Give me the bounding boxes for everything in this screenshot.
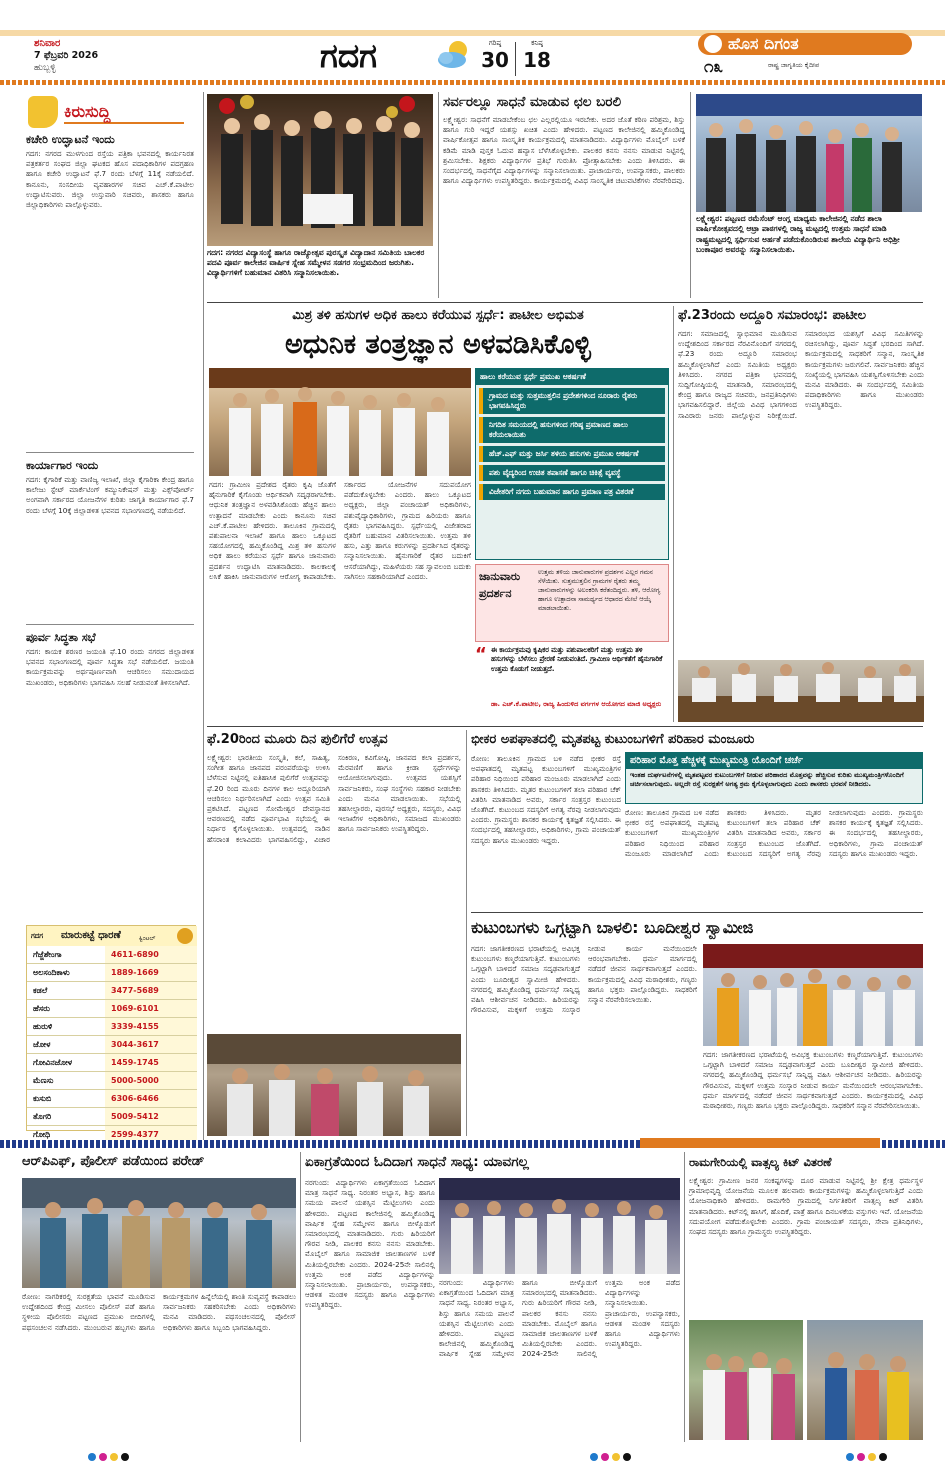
city-label: ಹುಬ್ಬಳ್ಳಿ bbox=[34, 63, 56, 73]
commodity-name: ಹುರುಳಿ bbox=[33, 1021, 53, 1031]
lead-kicker: ಮಿಶ್ರ ತಳಿ ಹಸುಗಳ ಅಧಿಕ ಹಾಲು ಕರೆಯುವ ಸ್ಪರ್ಧೆ: ಪಾಟೀಲ ಅಭಿಮತ bbox=[292, 308, 584, 323]
reg-mark-left bbox=[88, 1446, 148, 1456]
relief-box-title: ಪರಿಹಾರ ಮೊತ್ತ ಹೆಚ್ಚಳಕ್ಕೆ ಮುಖ್ಯಮಂತ್ರಿ ಯೊಂದಿಗೆ ಚರ್ಚೆ bbox=[626, 753, 922, 769]
story-headline: ಏಕಾಗ್ರತೆಯಿಂದ ಓದಿದಾಗ ಸಾಧನೆ ಸಾಧ್ಯ: ಯಾವಗಲ್ಲ bbox=[305, 1154, 529, 1170]
livestock-title: ಜಾನುವಾರು ಪ್ರದರ್ಶನ bbox=[479, 570, 521, 600]
commodity-price: 3044-3617 bbox=[105, 1036, 197, 1053]
market-row bbox=[27, 1000, 197, 1018]
page-number: ೧೩ bbox=[704, 57, 724, 77]
quote-text: ಈ ಕಾರ್ಯಕ್ರಮವು ಕೃಷಿಕರ ಮತ್ತು ಪಶುಪಾಲಕರಿಗೆ ಮತ್ತು ಉತ್ತಮ ತಳಿ ಹಸುಗಳನ್ನು ಬೆಳೆಸಲು ಪ್ರೇರಣೆ ನೀಡುವಂತಿದೆ. ಗ್ರಾಮೀಣ ಆರ್ಥಿಕತೆಗೆ ಹೈನುಗಾರಿಕೆ ಉತ್ತಮ ಕೊಡುಗೆ ನೀಡುತ್ತದೆ. bbox=[491, 646, 663, 673]
market-title: ಮಾರುಕಟ್ಟೆ ಧಾರಣೆ bbox=[61, 930, 121, 941]
commodity-name: ಜೋಳ bbox=[33, 1039, 51, 1049]
story-headline: ಭೀಕರ ಅಪಘಾತದಲ್ಲಿ ಮೃತಪಟ್ಟ ಕುಟುಂಬಗಳಿಗೆ ಪರಿಹಾರ ಮಂಜೂರು bbox=[471, 732, 755, 747]
sidebar-list bbox=[476, 385, 668, 506]
bottom-banner-accent bbox=[640, 1138, 880, 1148]
sidebar-list-item: ನಿಗದಿತ ಸಮಯದಲ್ಲಿ ಹಸುಗಳಿಂದ ಗರಿಷ್ಠ ಪ್ರಮಾಣದ ಹಾಲು ಕರೆಯಲಾಯಿತು bbox=[479, 417, 665, 443]
story-body: ಗದಗ: ಜಾಗತೀಕರಣದ ಭರಾಟೆಯಲ್ಲಿ ಅವಿಭಕ್ತ ಕುಟುಂಬಗಳು ಕಣ್ಮರೆಯಾಗುತ್ತಿವೆ. ಕುಟುಂಬಗಳು ಒಗ್ಗಟ್ಟಾಗಿ ಬಾಳಿದರೆ ಸಮಾಜ ಸದೃಢವಾಗುತ್ತದೆ ಎಂದು ಬೂದೀಶ್ವರ ಸ್ವಾಮೀಜಿ ಹೇಳಿದರು. ನಗರದಲ್ಲಿ ಹಮ್ಮಿಕೊಂಡಿದ್ದ ಧರ್ಮಸಭೆ ಸಾನ್ನಿಧ್ಯ ವಹಿಸಿ ಆಶೀರ್ವಚನ ನೀಡಿದರು. ಹಿರಿಯರನ್ನು ಗೌರವಿಸುವ, ಮಕ್ಕಳಿಗೆ ಉತ್ತಮ ಸಂಸ್ಕಾರ ನೀಡುವ ಕಾರ್ಯ ಮನೆಯಿಂದಲೇ ಆರಂಭವಾಗಬೇಕು. ಧರ್ಮ ಮಾರ್ಗದಲ್ಲಿ ನಡೆದರೆ ಜೀವನ ಸಾರ್ಥಕವಾಗುತ್ತದೆ ಎಂದರು. ಕಾರ್ಯಕ್ರಮದಲ್ಲಿ ವಿವಿಧ ಮಠಾಧೀಶರು, ಗಣ್ಯರು ಹಾಗೂ ಭಕ್ತರು ಪಾಲ್ಗೊಂಡಿದ್ದರು. ಸಾಧಕರಿಗೆ ಸನ್ಮಾನ ನೆರವೇರಿಸಲಾಯಿತು. bbox=[471, 944, 697, 1015]
photo-college-caption: ಗದಗ: ನಗರದ ವಿದ್ಯಾಸಂಸ್ಥೆ ಹಾಗೂ ರಾಜ್ಯೋತ್ಸವ ಪುರಸ್ಕೃತ ವಿದ್ಯಾದಾನ ಸಮಿತಿಯ ಬಾಲಕರ ಪದವಿ ಪೂರ್ವ ಕಾಲೇಜಿನ ವಾರ್ಷಿಕ ಸ್ನೇಹ ಸಮ್ಮೇಳನ ಸಡಗರ ಸಂಭ್ರಮದಿಂದ ಜರುಗಿತು. ವಿದ್ಯಾರ್ಥಿಗಳಿಗೆ ಬಹುಮಾನ ವಿತರಿಸಿ ಸನ್ಮಾನಿಸಲಾಯಿತು. bbox=[207, 248, 425, 277]
column-rule bbox=[690, 92, 691, 298]
commodity-name: ಗೋವಿನಜೋಳ bbox=[33, 1057, 73, 1067]
commodity-name: ಅಲಸಂದಿಕಾಳು bbox=[33, 967, 70, 977]
market-row bbox=[27, 1054, 197, 1072]
max-label: ಗರಿಷ್ಠ bbox=[488, 39, 502, 47]
brand-block bbox=[698, 33, 912, 79]
commodity-price: 1459-1745 bbox=[105, 1054, 197, 1071]
lead-body: ಗದಗ: ಗ್ರಾಮೀಣ ಪ್ರದೇಶದ ರೈತರು ಕೃಷಿ ಜೊತೆಗೆ ಹೈನುಗಾರಿಕೆ ಕೈಗೊಂಡು ಆರ್ಥಿಕವಾಗಿ ಸದೃಢರಾಗಬೇಕು. ಆಧುನಿಕ ತಂತ್ರಜ್ಞಾನ ಅಳವಡಿಸಿಕೊಂಡು ಹೆಚ್ಚಿನ ಹಾಲು ಉತ್ಪಾದನೆ ಮಾಡಬೇಕು ಎಂದು ಕಾನೂನು ಸಚಿವ ಎಚ್.ಕೆ.ಪಾಟೀಲ ಹೇಳಿದರು. ತಾಲೂಕಿನ ಗ್ರಾಮದಲ್ಲಿ ಪಶುಪಾಲನಾ ಇಲಾಖೆ ಹಾಗೂ ಹಾಲು ಒಕ್ಕೂಟದ ಸಹಯೋಗದಲ್ಲಿ ಹಮ್ಮಿಕೊಂಡಿದ್ದ ಮಿಶ್ರ ತಳಿ ಹಸುಗಳ ಅಧಿಕ ಹಾಲು ಕರೆಯುವ ಸ್ಪರ್ಧೆ ಹಾಗೂ ಜಾನುವಾರು ಪ್ರದರ್ಶನ ಉದ್ಘಾಟಿಸಿ ಮಾತನಾಡಿದರು. ಕಾಲಕಾಲಕ್ಕೆ ಲಸಿಕೆ ಹಾಕಿಸಿ ಜಾನುವಾರುಗಳ ಆರೋಗ್ಯ ಕಾಪಾಡಬೇಕು. ಸರ್ಕಾರದ ಯೋಜನೆಗಳ ಸದುಪಯೋಗ ಪಡೆದುಕೊಳ್ಳಬೇಕು ಎಂದರು. ಹಾಲು ಒಕ್ಕೂಟದ ಅಧ್ಯಕ್ಷರು, ಜಿಲ್ಲಾ ಪಂಚಾಯತ್ ಅಧಿಕಾರಿಗಳು, ಪಶುವೈದ್ಯಾಧಿಕಾರಿಗಳು, ಗ್ರಾಮದ ಹಿರಿಯರು ಹಾಗೂ ರೈತರು ಭಾಗವಹಿಸಿದ್ದರು. ಸ್ಪರ್ಧೆಯಲ್ಲಿ ವಿಜೇತರಾದ ರೈತರಿಗೆ ಬಹುಮಾನ ವಿತರಿಸಲಾಯಿತು. ಉತ್ತಮ ತಳಿ ಹಸು, ಎತ್ತು ಹಾಗೂ ಕರುಗಳನ್ನು ಪ್ರದರ್ಶಿಸಿದ ರೈತರನ್ನು ಸನ್ಮಾನಿಸಲಾಯಿತು. ಹೈನುಗಾರಿಕೆ ರೈತರ ಬದುಕಿಗೆ ಆಸರೆಯಾಗಿದ್ದು, ಮಹಿಳೆಯರು ಸಹ ಸ್ವಾವಲಂಬಿ ಬದುಕು ಸಾಗಿಸಲು ಸಹಕಾರಿಯಾಗಿದೆ ಎಂದರು. bbox=[209, 480, 471, 581]
lead-headline: ಅಧುನಿಕ ತಂತ್ರಜ್ಞಾನ ಅಳವಡಿಸಿಕೊಳ್ಳಿ bbox=[285, 329, 591, 360]
photo-temple-meeting bbox=[207, 1034, 461, 1136]
section-rule bbox=[207, 726, 923, 727]
market-header bbox=[27, 926, 197, 946]
sidebar-list-item: ವಿಜೇತರಿಗೆ ನಗದು ಬಹುಮಾನ ಹಾಗೂ ಪ್ರಮಾಣ ಪತ್ರ ವಿತರಣೆ bbox=[479, 484, 665, 500]
section-rule bbox=[471, 912, 923, 913]
relief-box-body: ಇಂತಹ ದುರ್ಘಟನೆಗಳಲ್ಲಿ ಮೃತಪಟ್ಟವರ ಕುಟುಂಬಗಳಿಗೆ ನೀಡುವ ಪರಿಹಾರದ ಮೊತ್ತವನ್ನು ಹೆಚ್ಚಿಸುವ ಕುರಿತು ಮುಖ್ಯಮಂತ್ರಿಗಳೊಂದಿಗೆ ಚರ್ಚಿಸಲಾಗುವುದು. ಅಲ್ಲದೇ ರಸ್ತೆ ಸುರಕ್ಷತೆಗೆ ಅಗತ್ಯ ಕ್ರಮ ಕೈಗೊಳ್ಳಲಾಗುವುದು ಎಂದು ಶಾಸಕರು ಭರವಸೆ ನೀಡಿದರು. bbox=[630, 771, 904, 789]
commodity-price: 5000-5000 bbox=[105, 1072, 197, 1089]
weather-min bbox=[520, 38, 554, 78]
lead-sidebar bbox=[475, 368, 669, 560]
divider bbox=[26, 452, 194, 453]
story-body: ಲಕ್ಷ್ಮೇಶ್ವರ: ಗ್ರಾಮೀಣ ಜನರ ಸಂಕಷ್ಟಗಳನ್ನು ದೂರ ಮಾಡುವ ನಿಟ್ಟಿನಲ್ಲಿ ಶ್ರೀ ಕ್ಷೇತ್ರ ಧರ್ಮಸ್ಥಳ ಗ್ರಾಮಾಭಿವೃದ್ಧಿ ಯೋಜನೆಯ ಮೂಲಕ ಹಲವಾರು ಕಾರ್ಯಕ್ರಮಗಳನ್ನು ಹಮ್ಮಿಕೊಳ್ಳಲಾಗುತ್ತಿದೆ ಎಂದು ಯೋಜನಾಧಿಕಾರಿ ಹೇಳಿದರು. ರಾಮಗೇರಿ ಗ್ರಾಮದಲ್ಲಿ ನಿರ್ಗತಿಕರಿಗೆ ವಾತ್ಸಲ್ಯ ಕಿಟ್ ವಿತರಿಸಿ ಮಾತನಾಡಿದರು. ಕಿಟ್‌ನಲ್ಲಿ ಹಾಸಿಗೆ, ಹೊದಿಕೆ, ಪಾತ್ರೆ ಹಾಗೂ ದಿನಬಳಕೆಯ ವಸ್ತುಗಳು ಇವೆ. ಯೋಜನೆಯ ಸದುಪಯೋಗ ಪಡೆದುಕೊಳ್ಳಬೇಕು ಎಂದರು. ಗ್ರಾಮ ಪಂಚಾಯತ್ ಸದಸ್ಯರು, ಸೇವಾ ಪ್ರತಿನಿಧಿಗಳು, ಸಂಘದ ಸದಸ್ಯರು ಹಾಗೂ ಗ್ರಾಮಸ್ಥರು ಉಪಸ್ಥಿತರಿದ್ದರು. bbox=[689, 1176, 923, 1237]
section-rule bbox=[207, 302, 923, 303]
weather-divider bbox=[515, 42, 516, 76]
max-temp: 30 bbox=[481, 48, 509, 72]
market-row bbox=[27, 946, 197, 964]
livestock-body: ಉತ್ತಮ ತಳಿಯ ಜಾನುವಾರುಗಳ ಪ್ರದರ್ಶನ ಎಲ್ಲರ ಗಮನ ಸೆಳೆಯಿತು. ಸುತ್ತಮುತ್ತಲಿನ ಗ್ರಾಮಗಳ ರೈತರು ತಮ್ಮ ಜಾನುವಾರುಗಳನ್ನು ಅಲಂಕರಿಸಿ ಕರೆತಂದಿದ್ದರು. ತಳಿ, ಆರೋಗ್ಯ ಹಾಗೂ ಉತ್ಪಾದನಾ ಸಾಮರ್ಥ್ಯದ ಆಧಾರದ ಮೇಲೆ ಆಯ್ಕೆ ಮಾಡಲಾಯಿತು. bbox=[538, 568, 661, 612]
story-bheekara bbox=[471, 730, 923, 910]
brand-name: ಹೊಸ ದಿಗಂತ bbox=[728, 34, 799, 53]
commodity-name: ಹೆಸರು bbox=[33, 1003, 50, 1013]
min-temp: 18 bbox=[523, 48, 551, 72]
story-body: ಲಕ್ಷ್ಮೇಶ್ವರ: ಭಾರತೀಯ ಸಂಸ್ಕೃತಿ, ಕಲೆ, ಸಾಹಿತ್ಯ, ಸಂಗೀತ ಹಾಗೂ ಜಾನಪದ ಪರಂಪರೆಯನ್ನು ಉಳಿಸಿ ಬೆಳೆಸುವ ನಿಟ್ಟಿನಲ್ಲಿ ಐತಿಹಾಸಿಕ ಪುಲಿಗೆರೆ ಉತ್ಸವವನ್ನು ಫೆ.20 ರಿಂದ ಮೂರು ದಿನಗಳ ಕಾಲ ಅದ್ದೂರಿಯಾಗಿ ಆಚರಿಸಲು ನಿರ್ಧರಿಸಲಾಗಿದೆ ಎಂದು ಉತ್ಸವ ಸಮಿತಿ ಪ್ರಕಟಿಸಿದೆ. ಪಟ್ಟಣದ ಸೋಮೇಶ್ವರ ದೇವಸ್ಥಾನದ ಆವರಣದಲ್ಲಿ ನಡೆದ ಪೂರ್ವಭಾವಿ ಸಭೆಯಲ್ಲಿ ಈ ನಿರ್ಧಾರ ಕೈಗೊಳ್ಳಲಾಯಿತು. ಉತ್ಸವದಲ್ಲಿ ನಾಡಿನ ಹೆಸರಾಂತ ಕಲಾವಿದರು ಭಾಗವಹಿಸಲಿದ್ದು, ವಿಚಾರ ಸಂಕಿರಣ, ಕವಿಗೋಷ್ಠಿ, ಜಾನಪದ ಕಲಾ ಪ್ರದರ್ಶನ, ಮೆರವಣಿಗೆ ಹಾಗೂ ಕ್ರೀಡಾ ಸ್ಪರ್ಧೆಗಳನ್ನು ಆಯೋಜಿಸಲಾಗುವುದು. ಉತ್ಸವದ ಯಶಸ್ಸಿಗೆ ಸಾರ್ವಜನಿಕರು, ಸಂಘ ಸಂಸ್ಥೆಗಳು ಸಹಕಾರ ನೀಡಬೇಕು ಎಂದು ಮನವಿ ಮಾಡಲಾಯಿತು. ಸಭೆಯಲ್ಲಿ ತಹಸೀಲ್ದಾರರು, ಪುರಸಭೆ ಅಧ್ಯಕ್ಷರು, ಸದಸ್ಯರು, ವಿವಿಧ ಇಲಾಖೆಗಳ ಅಧಿಕಾರಿಗಳು, ಸಮಾಜದ ಮುಖಂಡರು ಹಾಗೂ ಸಾರ್ವಜನಿಕರು ಉಪಸ್ಥಿತರಿದ್ದರು. bbox=[207, 753, 461, 844]
commodity-price: 3339-4155 bbox=[105, 1018, 197, 1035]
story-body-cont: ರೋಣ: ತಾಲೂಕಿನ ಗ್ರಾಮದ ಬಳಿ ನಡೆದ ಭೀಕರ ರಸ್ತೆ ಅಪಘಾತದಲ್ಲಿ ಮೃತಪಟ್ಟ ಕುಟುಂಬಗಳಿಗೆ ಮುಖ್ಯಮಂತ್ರಿಗಳ ಪರಿಹಾರ ನಿಧಿಯಿಂದ ಪರಿಹಾರ ಮಂಜೂರು ಮಾಡಲಾಗಿದೆ ಎಂದು ಶಾಸಕರು ತಿಳಿಸಿದರು. ಮೃತರ ಕುಟುಂಬಗಳಿಗೆ ತಲಾ ಪರಿಹಾರ ಚೆಕ್ ವಿತರಿಸಿ ಮಾತನಾಡಿದ ಅವರು, ಸರ್ಕಾರ ಸಂತ್ರಸ್ತರ ಕುಟುಂಬದ ಜೊತೆಗಿದೆ. ಕುಟುಂಬದ ಸದಸ್ಯರಿಗೆ ಅಗತ್ಯ ನೆರವು ನೀಡಲಾಗುವುದು ಎಂದರು. ಗ್ರಾಮಸ್ಥರು ಶಾಸಕರ ಕಾರ್ಯಕ್ಕೆ ಕೃತಜ್ಞತೆ ಸಲ್ಲಿಸಿದರು. ಈ ಸಂದರ್ಭದಲ್ಲಿ ತಹಸೀಲ್ದಾರರು, ಅಧಿಕಾರಿಗಳು, ಗ್ರಾಮ ಪಂಚಾಯತ್ ಸದಸ್ಯರು ಹಾಗೂ ಮುಖಂಡರು ಇದ್ದರು. bbox=[625, 808, 923, 858]
grain-icon bbox=[177, 928, 193, 944]
brief-3 bbox=[26, 630, 194, 910]
brief-1 bbox=[26, 132, 194, 432]
market-row bbox=[27, 982, 197, 1000]
commodity-price: 6306-6466 bbox=[105, 1090, 197, 1107]
commodity-price: 1069-6101 bbox=[105, 1000, 197, 1017]
commodity-price: 2599-4377 bbox=[105, 1126, 197, 1143]
relief-box bbox=[625, 752, 923, 804]
commodity-name: ಕುಸುಬಿ bbox=[33, 1093, 52, 1103]
sidebar-list-item: ಹೆಚ್.ಎಫ್ ಮತ್ತು ಜರ್ಸಿ ತಳಿಯ ಹಸುಗಳು ಪ್ರಮುಖ ಆಕರ್ಷಣೆ bbox=[479, 446, 665, 462]
day-label: ಶನಿವಾರ bbox=[34, 38, 61, 49]
date-block bbox=[34, 38, 154, 80]
photo-milk-contest bbox=[209, 368, 471, 476]
photo-kit-distribution-1 bbox=[689, 1320, 803, 1440]
story-headline: ಆರ್‌ಪಿಎಫ್, ಪೊಲೀಸ್ ಪಡೆಯಿಂದ ಪರೇಡ್ bbox=[22, 1154, 205, 1169]
market-row bbox=[27, 1090, 197, 1108]
story-headline: ಫೆ.23ರಂದು ಅದ್ದೂರಿ ಸಮಾರಂಭ: ಪಾಟೀಲ bbox=[678, 308, 867, 323]
column-rule bbox=[203, 92, 204, 1140]
column-rule bbox=[300, 1152, 301, 1442]
story-headline: ಸರ್ವರಲ್ಲೂ ಸಾಧನೆ ಮಾಡುವ ಛಲ ಬರಲಿ bbox=[443, 94, 622, 110]
kirusuddi-badge bbox=[28, 96, 182, 128]
pointing-hand-icon bbox=[28, 96, 58, 128]
story-body-cont: ಗದಗ: ಜಾಗತೀಕರಣದ ಭರಾಟೆಯಲ್ಲಿ ಅವಿಭಕ್ತ ಕುಟುಂಬಗಳು ಕಣ್ಮರೆಯಾಗುತ್ತಿವೆ. ಕುಟುಂಬಗಳು ಒಗ್ಗಟ್ಟಾಗಿ ಬಾಳಿದರೆ ಸಮಾಜ ಸದೃಢವಾಗುತ್ತದೆ ಎಂದು ಬೂದೀಶ್ವರ ಸ್ವಾಮೀಜಿ ಹೇಳಿದರು. ನಗರದಲ್ಲಿ ಹಮ್ಮಿಕೊಂಡಿದ್ದ ಧರ್ಮಸಭೆ ಸಾನ್ನಿಧ್ಯ ವಹಿಸಿ ಆಶೀರ್ವಚನ ನೀಡಿದರು. ಹಿರಿಯರನ್ನು ಗೌರವಿಸುವ, ಮಕ್ಕಳಿಗೆ ಉತ್ತಮ ಸಂಸ್ಕಾರ ನೀಡುವ ಕಾರ್ಯ ಮನೆಯಿಂದಲೇ ಆರಂಭವಾಗಬೇಕು. ಧರ್ಮ ಮಾರ್ಗದಲ್ಲಿ ನಡೆದರೆ ಜೀವನ ಸಾರ್ಥಕವಾಗುತ್ತದೆ ಎಂದರು. ಕಾರ್ಯಕ್ರಮದಲ್ಲಿ ವಿವಿಧ ಮಠಾಧೀಶರು, ಗಣ್ಯರು ಹಾಗೂ ಭಕ್ತರು ಪಾಲ್ಗೊಂಡಿದ್ದರು. ಸಾಧಕರಿಗೆ ಸನ್ಮಾನ ನೆರವೇರಿಸಲಾಯಿತು. bbox=[703, 1050, 923, 1111]
brief-heading: ಕಾರ್ಯಾಗಾರ ಇಂದು bbox=[26, 459, 99, 472]
column-rule bbox=[466, 730, 467, 1136]
photo-religious-gathering bbox=[703, 944, 923, 1046]
story-rpf bbox=[22, 1152, 296, 1440]
brand-tagline: ರಾಷ್ಟ್ರ ಜಾಗೃತಿಯ ಕೈದೀಪ bbox=[768, 61, 820, 69]
story-body: ರೋಣ: ತಾಲೂಕಿನ ಗ್ರಾಮದ ಬಳಿ ನಡೆದ ಭೀಕರ ರಸ್ತೆ ಅಪಘಾತದಲ್ಲಿ ಮೃತಪಟ್ಟ ಕುಟುಂಬಗಳಿಗೆ ಮುಖ್ಯಮಂತ್ರಿಗಳ ಪರಿಹಾರ ನಿಧಿಯಿಂದ ಪರಿಹಾರ ಮಂಜೂರು ಮಾಡಲಾಗಿದೆ ಎಂದು ಶಾಸಕರು ತಿಳಿಸಿದರು. ಮೃತರ ಕುಟುಂಬಗಳಿಗೆ ತಲಾ ಪರಿಹಾರ ಚೆಕ್ ವಿತರಿಸಿ ಮಾತನಾಡಿದ ಅವರು, ಸರ್ಕಾರ ಸಂತ್ರಸ್ತರ ಕುಟುಂಬದ ಜೊತೆಗಿದೆ. ಕುಟುಂಬದ ಸದಸ್ಯರಿಗೆ ಅಗತ್ಯ ನೆರವು ನೀಡಲಾಗುವುದು ಎಂದರು. ಗ್ರಾಮಸ್ಥರು ಶಾಸಕರ ಕಾರ್ಯಕ್ಕೆ ಕೃತಜ್ಞತೆ ಸಲ್ಲಿಸಿದರು. ಈ ಸಂದರ್ಭದಲ್ಲಿ ತಹಸೀಲ್ದಾರರು, ಅಧಿಕಾರಿಗಳು, ಗ್ರಾಮ ಪಂಚಾಯತ್ ಸದಸ್ಯರು ಹಾಗೂ ಮುಖಂಡರು ಇದ್ದರು. bbox=[471, 754, 621, 845]
sidebar-list-item: ಗ್ರಾಮದ ಮತ್ತು ಸುತ್ತಮುತ್ತಲಿನ ಪ್ರದೇಶಗಳಿಂದ ನೂರಾರು ರೈತರು ಭಾಗವಹಿಸಿದ್ದರು bbox=[479, 388, 665, 414]
story-body: ಗದಗ: ಸಮಾಜದಲ್ಲಿ ಸ್ವಾಭಿಮಾನ ಮೂಡಿಸುವ ಉದ್ದೇಶದಿಂದ ಸರ್ಕಾರದ ನೆರವಿನೊಂದಿಗೆ ನಗರದಲ್ಲಿ ಫೆ.23 ರಂದು ಅದ್ದೂರಿ ಸಮಾರಂಭ ಹಮ್ಮಿಕೊಳ್ಳಲಾಗಿದೆ ಎಂದು ಸಮಿತಿಯ ಅಧ್ಯಕ್ಷರು ತಿಳಿಸಿದರು. ನಗರದ ಪತ್ರಿಕಾ ಭವನದಲ್ಲಿ ಸುದ್ದಿಗೋಷ್ಠಿಯಲ್ಲಿ ಮಾತನಾಡಿ, ಸಮಾರಂಭದಲ್ಲಿ ಕೇಂದ್ರ ಹಾಗೂ ರಾಜ್ಯದ ಸಚಿವರು, ಜನಪ್ರತಿನಿಧಿಗಳು ಭಾಗವಹಿಸಲಿದ್ದಾರೆ. ಜಿಲ್ಲೆಯ ವಿವಿಧ ಭಾಗಗಳಿಂದ ಸಾವಿರಾರು ಜನರು ಪಾಲ್ಗೊಳ್ಳುವ ನಿರೀಕ್ಷೆಯಿದೆ. ಸಮಾರಂಭದ ಯಶಸ್ಸಿಗೆ ವಿವಿಧ ಸಮಿತಿಗಳನ್ನು ರಚಿಸಲಾಗಿದ್ದು, ಪೂರ್ವ ಸಿದ್ಧತೆ ಭರದಿಂದ ಸಾಗಿದೆ. ಕಾರ್ಯಕ್ರಮದಲ್ಲಿ ಸಾಧಕರಿಗೆ ಸನ್ಮಾನ, ಸಾಂಸ್ಕೃತಿಕ ಕಾರ್ಯಕ್ರಮಗಳು ಜರುಗಲಿವೆ. ಸಾರ್ವಜನಿಕರು ಹೆಚ್ಚಿನ ಸಂಖ್ಯೆಯಲ್ಲಿ ಭಾಗವಹಿಸಿ ಯಶಸ್ವಿಗೊಳಿಸಬೇಕು ಎಂದು ಮನವಿ ಮಾಡಿದರು. ಈ ಸಂದರ್ಭದಲ್ಲಿ ಸಮಿತಿಯ ಪದಾಧಿಕಾರಿಗಳು ಹಾಗೂ ಮುಖಂಡರು ಉಪಸ್ಥಿತರಿದ್ದರು. bbox=[678, 329, 924, 420]
brief-2 bbox=[26, 458, 194, 618]
reg-mark-right bbox=[846, 1446, 906, 1456]
masthead-bottom-bar bbox=[0, 80, 945, 85]
photo-student-caption: ಲಕ್ಷ್ಮೇಶ್ವರ: ಪಟ್ಟಣದ ರಮೆಸೆಂಟ್ ಆಂಗ್ಲ ಮಾಧ್ಯಮ ಕಾಲೇಜಿನಲ್ಲಿ ನಡೆದ ಶಾಲಾ ವಾರ್ಷಿಕೋತ್ಸವದಲ್ಲಿ ಆಟ್ರಾ ಪಾಠಗಳಲ್ಲಿ ರಾಜ್ಯ ಮಟ್ಟದಲ್ಲಿ ಉತ್ತಮ ಸಾಧನೆ ಮಾಡಿ ರಾಷ್ಟ್ರಮಟ್ಟದಲ್ಲಿ ಸ್ಪರ್ಧಿಸುವ ಅರ್ಹತೆ ಪಡೆದುಕೊಂಡಿರುವ ಶಾಲೆಯ ವಿದ್ಯಾರ್ಥಿನಿ ಅಧಿಶ್ರೀ ಬಂಕಾಪೂರ ಅವರನ್ನು ಸನ್ಮಾನಿಸಲಾಯಿತು. bbox=[696, 214, 900, 255]
photo-college-function bbox=[207, 94, 433, 246]
market-row bbox=[27, 1108, 197, 1126]
masthead bbox=[0, 0, 945, 88]
photo-kit-distribution-2 bbox=[807, 1320, 923, 1440]
commodity-name: ಮೆಣಸು bbox=[33, 1075, 54, 1085]
photo-student-honour bbox=[696, 94, 922, 212]
quote-byline: ಡಾ. ಎಚ್.ಕೆ.ಪಾಟೀಲ, ರಾಜ್ಯ ಹಿಂದುಳಿದ ವರ್ಗಗಳ ಆಯೋಗದ ಮಾಜಿ ಅಧ್ಯಕ್ಷರು bbox=[491, 700, 662, 708]
brand-logo-icon bbox=[704, 35, 722, 53]
commodity-name: ಕಡಲೆ bbox=[33, 985, 48, 995]
commodity-price: 1889-1669 bbox=[105, 964, 197, 981]
sidebar-list-item: ಪಶು ವೈದ್ಯರಿಂದ ಉಚಿತ ತಪಾಸಣೆ ಹಾಗೂ ಚಿಕಿತ್ಸೆ ವ್ಯವಸ್ಥೆ bbox=[479, 465, 665, 481]
story-body-cont: ನರಗುಂದ: ವಿದ್ಯಾರ್ಥಿಗಳು ಏಕಾಗ್ರತೆಯಿಂದ ಓದಿದಾಗ ಮಾತ್ರ ಸಾಧನೆ ಸಾಧ್ಯ. ನಿರಂತರ ಅಭ್ಯಾಸ, ಶಿಸ್ತು ಹಾಗೂ ಸಮಯ ಪಾಲನೆ ಯಶಸ್ಸಿನ ಮೆಟ್ಟಿಲುಗಳು ಎಂದು ಹೇಳಿದರು. ಪಟ್ಟಣದ ಕಾಲೇಜಿನಲ್ಲಿ ಹಮ್ಮಿಕೊಂಡಿದ್ದ ವಾರ್ಷಿಕ ಸ್ನೇಹ ಸಮ್ಮೇಳನ ಹಾಗೂ ಬೀಳ್ಕೊಡುಗೆ ಸಮಾರಂಭದಲ್ಲಿ ಮಾತನಾಡಿದರು. ಗುರು ಹಿರಿಯರಿಗೆ ಗೌರವ ನೀಡಿ, ಪಾಲಕರ ಕನಸು ನನಸು ಮಾಡಬೇಕು. ಮೊಬೈಲ್ ಹಾಗೂ ಸಾಮಾಜಿಕ ಜಾಲತಾಣಗಳ ಬಳಕೆ ಮಿತಿಯಲ್ಲಿರಬೇಕು ಎಂದರು. 2024-25ನೇ ಸಾಲಿನಲ್ಲಿ ಉತ್ತಮ ಅಂಕ ಪಡೆದ ವಿದ್ಯಾರ್ಥಿಗಳನ್ನು ಸನ್ಮಾನಿಸಲಾಯಿತು. ಪ್ರಾಚಾರ್ಯರು, ಉಪನ್ಯಾಸಕರು, ಆಡಳಿತ ಮಂಡಳಿ ಸದಸ್ಯರು ಹಾಗೂ ವಿದ್ಯಾರ್ಥಿಗಳು ಉಪಸ್ಥಿತರಿದ್ದರು. bbox=[439, 1278, 680, 1359]
sidebar-title: ಹಾಲು ಕರೆಯುವ ಸ್ಪರ್ಧೆ ಪ್ರಮುಖ ಆಕರ್ಷಣೆ bbox=[476, 369, 668, 385]
market-row bbox=[27, 1072, 197, 1090]
story-ekagrate bbox=[305, 1152, 680, 1440]
kirusuddi-title: ಕಿರುಸುದ್ದಿ bbox=[64, 100, 184, 124]
story-body: ನರಗುಂದ: ವಿದ್ಯಾರ್ಥಿಗಳು ಏಕಾಗ್ರತೆಯಿಂದ ಓದಿದಾಗ ಮಾತ್ರ ಸಾಧನೆ ಸಾಧ್ಯ. ನಿರಂತರ ಅಭ್ಯಾಸ, ಶಿಸ್ತು ಹಾಗೂ ಸಮಯ ಪಾಲನೆ ಯಶಸ್ಸಿನ ಮೆಟ್ಟಿಲುಗಳು ಎಂದು ಹೇಳಿದರು. ಪಟ್ಟಣದ ಕಾಲೇಜಿನಲ್ಲಿ ಹಮ್ಮಿಕೊಂಡಿದ್ದ ವಾರ್ಷಿಕ ಸ್ನೇಹ ಸಮ್ಮೇಳನ ಹಾಗೂ ಬೀಳ್ಕೊಡುಗೆ ಸಮಾರಂಭದಲ್ಲಿ ಮಾತನಾಡಿದರು. ಗುರು ಹಿರಿಯರಿಗೆ ಗೌರವ ನೀಡಿ, ಪಾಲಕರ ಕನಸು ನನಸು ಮಾಡಬೇಕು. ಮೊಬೈಲ್ ಹಾಗೂ ಸಾಮಾಜಿಕ ಜಾಲತಾಣಗಳ ಬಳಕೆ ಮಿತಿಯಲ್ಲಿರಬೇಕು ಎಂದರು. 2024-25ನೇ ಸಾಲಿನಲ್ಲಿ ಉತ್ತಮ ಅಂಕ ಪಡೆದ ವಿದ್ಯಾರ್ಥಿಗಳನ್ನು ಸನ್ಮಾನಿಸಲಾಯಿತು. ಪ್ರಾಚಾರ್ಯರು, ಉಪನ್ಯಾಸಕರು, ಆಡಳಿತ ಮಂಡಳಿ ಸದಸ್ಯರು ಹಾಗೂ ವಿದ್ಯಾರ್ಥಿಗಳು ಉಪಸ್ಥಿತರಿದ್ದರು. bbox=[305, 1178, 435, 1310]
market-row bbox=[27, 964, 197, 982]
divider bbox=[26, 624, 194, 625]
quote-box bbox=[475, 646, 669, 722]
market-table bbox=[26, 925, 196, 1139]
photo-college-stage bbox=[439, 1178, 680, 1274]
kirusuddi-section bbox=[22, 92, 198, 916]
story-feb23 bbox=[678, 306, 924, 722]
photo-press-meet bbox=[678, 660, 924, 722]
story-sarvarallu bbox=[443, 92, 685, 298]
commodity-price: 4611-6890 bbox=[105, 946, 197, 963]
brief-heading: ಪೂರ್ವ ಸಿದ್ಧತಾ ಸಭೆ bbox=[26, 631, 96, 644]
quote-icon: “ bbox=[475, 644, 487, 665]
commodity-name: ತೊಗರಿ bbox=[33, 1111, 52, 1121]
livestock-box bbox=[475, 564, 669, 642]
reg-mark-mid bbox=[590, 1446, 650, 1456]
weather-max bbox=[478, 38, 512, 78]
brief-body: ಗದಗ: ಕೈಗಾರಿಕೆ ಮತ್ತು ವಾಣಿಜ್ಯ ಇಲಾಖೆ, ಜಿಲ್ಲಾ ಕೈಗಾರಿಕಾ ಕೇಂದ್ರ ಹಾಗೂ ಕಾಲೇಜು ಸ್ಟೇಟ್ ಮಾರ್ಕೆಟಿಂಗ್ ಕಮ್ಯುನಿಕೇಷನ್ ಮತ್ತು ಎಕ್ಸ್‌ಪೋರ್ಟ್ ಅಂಗವಾಗಿ ಸರ್ಕಾರದ ಯೋಜನೆಗಳ ಕುರಿತು ಜಾಗೃತಿ ಕಾರ್ಯಾಗಾರ ಫೆ.7 ರಂದು ಬೆಳಗ್ಗೆ 10ಕ್ಕೆ ಜಿಲ್ಲಾಡಳಿತ ಭವನದ ಸಭಾಂಗಣದಲ್ಲಿ ನಡೆಯಲಿದೆ. bbox=[26, 475, 194, 515]
column-rule bbox=[438, 92, 439, 298]
story-budeshwar bbox=[471, 916, 923, 1136]
story-headline: ಫೆ.20ರಿಂದ ಮೂರು ದಿನ ಪುಲಿಗೆರೆ ಉತ್ಸವ bbox=[207, 732, 388, 747]
weather-icon bbox=[434, 38, 474, 72]
photo-police-parade bbox=[22, 1178, 296, 1288]
story-body: ರೋಣ: ನಾಗರಿಕರಲ್ಲಿ ಸುರಕ್ಷತೆಯ ಭಾವನೆ ಮೂಡಿಸುವ ಉದ್ದೇಶದಿಂದ ಕೇಂದ್ರ ಮೀಸಲು ಪೊಲೀಸ್ ಪಡೆ ಹಾಗೂ ಸ್ಥಳೀಯ ಪೊಲೀಸರು ಪಟ್ಟಣದ ಪ್ರಮುಖ ಬೀದಿಗಳಲ್ಲಿ ಪಥಸಂಚಲನ ನಡೆಸಿದರು. ಮುಂಬರುವ ಹಬ್ಬಗಳು ಹಾಗೂ ಕಾರ್ಯಕ್ರಮಗಳ ಹಿನ್ನೆಲೆಯಲ್ಲಿ ಶಾಂತಿ ಸುವ್ಯವಸ್ಥೆ ಕಾಪಾಡಲು ಸಾರ್ವಜನಿಕರು ಸಹಕರಿಸಬೇಕು ಎಂದು ಅಧಿಕಾರಿಗಳು ಮನವಿ ಮಾಡಿದರು. ಪಥಸಂಚಲನದಲ್ಲಿ ಪೊಲೀಸ್ ಅಧಿಕಾರಿಗಳು ಹಾಗೂ ಸಿಬ್ಬಂದಿ ಭಾಗವಹಿಸಿದ್ದರು. bbox=[22, 1292, 296, 1332]
market-rows bbox=[27, 946, 197, 1139]
lead-story bbox=[207, 306, 669, 722]
story-headline: ಕುಟುಂಬಗಳು ಒಗ್ಗಟ್ಟಾಗಿ ಬಾಳಲಿ: ಬೂದೀಶ್ವರ ಸ್ವಾಮೀಜಿ bbox=[471, 918, 754, 937]
column-rule bbox=[673, 306, 674, 722]
brief-body: ಗದಗ: ನಗರದ ಮುಳಗುಂದ ರಸ್ತೆಯ ಪತ್ರಿಕಾ ಭವನದಲ್ಲಿ ಕಾರ್ಯನಿರತ ಪತ್ರಕರ್ತರ ಸಂಘದ ಜಿಲ್ಲಾ ಘಟಕದ ಹೊಸ ಪದಾಧಿಕಾರಿಗಳ ಪದಗ್ರಹಣ ಹಾಗೂ ಕಚೇರಿ ಉದ್ಘಾಟನೆ ಫೆ.7 ರಂದು ಬೆಳಗ್ಗೆ 11ಕ್ಕೆ ನಡೆಯಲಿದೆ. ಕಾನೂನು, ಸಂಸದೀಯ ವ್ಯವಹಾರಗಳ ಸಚಿವ ಎಚ್.ಕೆ.ಪಾಟೀಲ ಉದ್ಘಾಟಿಸುವರು. ಜಿಲ್ಲಾ ಉಸ್ತುವಾರಿ ಸಚಿವರು, ಶಾಸಕರು ಹಾಗೂ ಜಿಲ್ಲಾಧಿಕಾರಿಗಳು ಪಾಲ್ಗೊಳ್ಳುವರು. bbox=[26, 149, 194, 210]
commodity-price: 3477-5689 bbox=[105, 982, 197, 999]
min-label: ಕನಿಷ್ಠ bbox=[531, 39, 543, 47]
brief-heading: ಕಚೇರಿ ಉದ್ಘಾಟನೆ ಇಂದು bbox=[26, 133, 115, 146]
date-label: 7 ಫೆಬ್ರವರಿ 2026 bbox=[34, 50, 99, 61]
commodity-name: ಗೋಧಿ bbox=[33, 1129, 51, 1139]
market-city: ಗದಗ bbox=[31, 932, 44, 940]
section-title: ಗದಗ bbox=[320, 36, 378, 75]
brief-body: ಗದಗ: ಕಾಯಕ ಶರಣರ ಜಯಂತಿ ಫೆ.10 ರಂದು ನಗರದ ಜಿಲ್ಲಾಡಳಿತ ಭವನದ ಸಭಾಂಗಣದಲ್ಲಿ ಪೂರ್ವ ಸಿದ್ಧತಾ ಸಭೆ ನಡೆಯಲಿದೆ. ಜಯಂತಿ ಕಾರ್ಯಕ್ರಮವನ್ನು ಅರ್ಥಪೂರ್ಣವಾಗಿ ಆಚರಿಸಲು ಸಮುದಾಯದ ಮುಖಂಡರು, ಅಧಿಕಾರಿಗಳು ಭಾಗವಹಿಸಿ ಸಲಹೆ ನೀಡುವಂತೆ ತಿಳಿಸಲಾಗಿದೆ. bbox=[26, 647, 194, 687]
story-body: ಲಕ್ಷ್ಮೇಶ್ವರ: ಸಾಧನೆಗೆ ಮಾಡಬೇಕೆಂಬ ಛಲ ಎಲ್ಲರಲ್ಲಿಯೂ ಇರಬೇಕು. ಅದರ ಜೊತೆ ಕಠಿಣ ಪರಿಶ್ರಮ, ಶಿಸ್ತು ಹಾಗೂ ಗುರಿ ಇದ್ದರೆ ಯಶಸ್ಸು ಖಚಿತ ಎಂದು ಹೇಳಿದರು. ಪಟ್ಟಣದ ಕಾಲೇಜಿನಲ್ಲಿ ಹಮ್ಮಿಕೊಂಡಿದ್ದ ವಾರ್ಷಿಕೋತ್ಸವ ಹಾಗೂ ಸಾಂಸ್ಕೃತಿಕ ಕಾರ್ಯಕ್ರಮದಲ್ಲಿ ಮಾತನಾಡಿದರು. ವಿದ್ಯಾರ್ಥಿಗಳು ಮೊಬೈಲ್ ಬಳಕೆ ಕಡಿಮೆ ಮಾಡಿ ಪುಸ್ತಕ ಓದುವ ಹವ್ಯಾಸ ಬೆಳೆಸಿಕೊಳ್ಳಬೇಕು. ಪಾಲಕರ ಕನಸು ನನಸು ಮಾಡುವ ನಿಟ್ಟಿನಲ್ಲಿ ಶ್ರಮಿಸಬೇಕು. ಶಿಕ್ಷಕರು ವಿದ್ಯಾರ್ಥಿಗಳ ಪ್ರತಿಭೆ ಗುರುತಿಸಿ ಪ್ರೋತ್ಸಾಹಿಸಬೇಕು ಎಂದು ತಿಳಿಸಿದರು. ಈ ಸಂದರ್ಭದಲ್ಲಿ ಸಾಧನೆಗೈದ ವಿದ್ಯಾರ್ಥಿಗಳನ್ನು ಸನ್ಮಾನಿಸಲಾಯಿತು. ಪ್ರಾಚಾರ್ಯರು, ಉಪನ್ಯಾಸಕರು, ಪಾಲಕರು ಹಾಗೂ ವಿದ್ಯಾರ್ಥಿಗಳು ಉಪಸ್ಥಿತರಿದ್ದರು. ಕಾರ್ಯಕ್ರಮದಲ್ಲಿ ವಿವಿಧ ಸಾಂಸ್ಕೃತಿಕ ಚಟುವಟಿಕೆಗಳು ನೆರವೇರಿದವು. bbox=[443, 115, 685, 186]
commodity-name: ಗೆಜ್ಜೆಶೇಂಗಾ bbox=[33, 949, 62, 959]
column-rule bbox=[684, 1152, 685, 1442]
story-vatsalya bbox=[689, 1152, 923, 1440]
market-row bbox=[27, 1036, 197, 1054]
market-unit: ಕ್ವಿಂಟಲ್ bbox=[139, 935, 156, 942]
registration-marks bbox=[0, 1442, 945, 1460]
story-pulgere bbox=[207, 730, 461, 1136]
story-headline: ರಾಮಗೇರಿಯಲ್ಲಿ ವಾತ್ಸಲ್ಯ ಕಿಟ್ ವಿತರಣೆ bbox=[689, 1155, 832, 1169]
market-row bbox=[27, 1018, 197, 1036]
commodity-price: 5009-5412 bbox=[105, 1108, 197, 1125]
